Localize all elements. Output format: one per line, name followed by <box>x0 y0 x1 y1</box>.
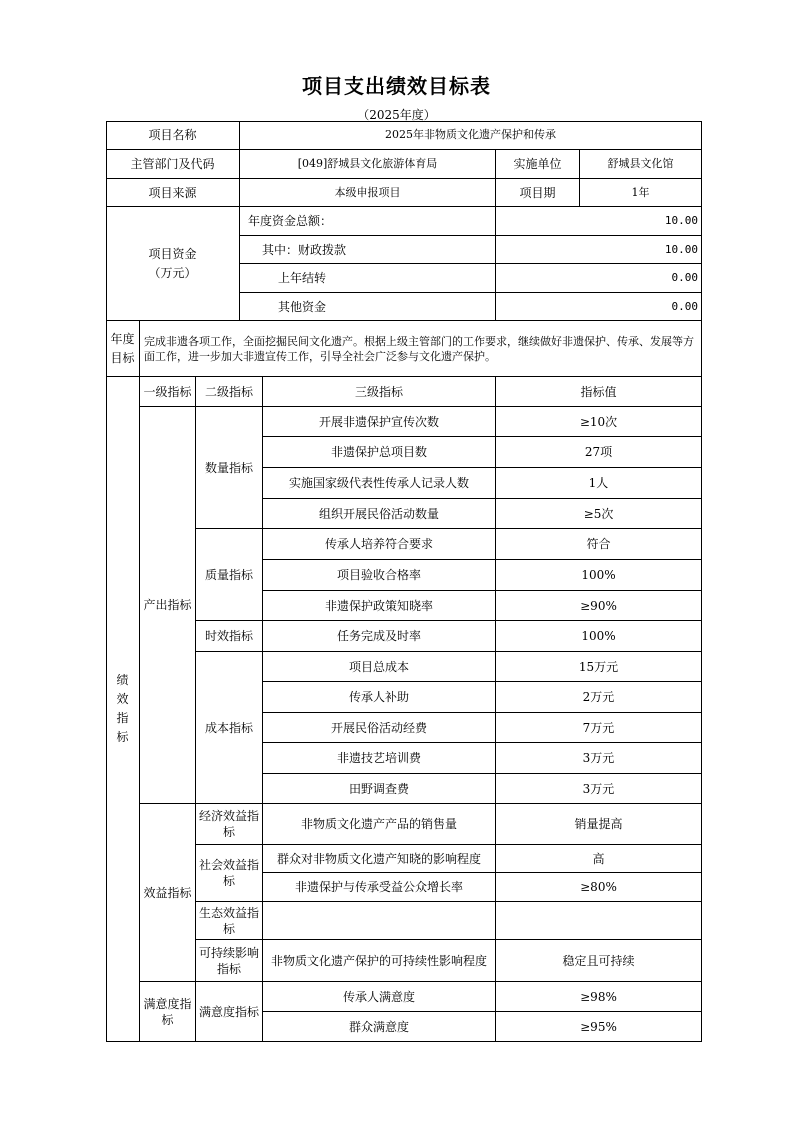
level2-satisfaction: 满意度指标 <box>196 982 263 1042</box>
level2-quantity: 数量指标 <box>196 407 263 529</box>
indicator-cell: 非遗保护总项目数 <box>263 437 496 468</box>
project-name-value: 2025年非物质文化遗产保护和传承 <box>240 121 702 150</box>
value-cell: ≥80% <box>496 873 702 902</box>
header-level3: 三级指标 <box>263 377 496 407</box>
level2-sustainable: 可持续影响指标 <box>196 940 263 982</box>
value-cell: 27项 <box>496 437 702 468</box>
funds-fiscal-label: 其中：财政拨款 <box>240 236 496 264</box>
year-subtitle: （2025年度） <box>357 108 436 122</box>
level1-satisfaction: 满意度指标 <box>140 982 196 1042</box>
annual-goal-label <box>106 321 140 377</box>
funds-fiscal-value: 10.00 <box>496 236 702 264</box>
perf-label-char: 效 <box>116 692 129 706</box>
impl-unit-value: 舒城县文化馆 <box>580 150 702 179</box>
value-cell: 3万元 <box>496 774 702 804</box>
period-label: 项目期 <box>496 179 580 207</box>
funds-carryover-label: 上年结转 <box>240 264 496 293</box>
header-level1: 一级指标 <box>140 377 196 407</box>
indicator-cell: 传承人补助 <box>263 682 496 713</box>
indicator-cell: 群众满意度 <box>263 1012 496 1042</box>
header-level2: 二级指标 <box>196 377 263 407</box>
source-label: 项目来源 <box>106 179 240 207</box>
level2-cost: 成本指标 <box>196 652 263 804</box>
performance-target-table <box>106 121 702 1042</box>
page-title: 项目支出绩效目标表 <box>302 74 491 98</box>
period-value: 1年 <box>580 179 702 207</box>
value-cell: 2万元 <box>496 682 702 713</box>
indicator-cell: 非物质文化遗产保护的可持续性影响程度 <box>263 940 496 982</box>
indicator-cell: 项目总成本 <box>263 652 496 682</box>
value-cell-empty <box>496 902 702 940</box>
indicator-cell: 非遗保护与传承受益公众增长率 <box>263 873 496 902</box>
value-cell: 销量提高 <box>496 804 702 845</box>
value-cell: ≥95% <box>496 1012 702 1042</box>
perf-label-char: 标 <box>116 730 129 744</box>
value-cell: 3万元 <box>496 743 702 774</box>
value-cell: 7万元 <box>496 713 702 743</box>
value-cell: 高 <box>496 845 702 873</box>
indicator-cell: 开展民俗活动经费 <box>263 713 496 743</box>
level2-quality: 质量指标 <box>196 529 263 621</box>
value-cell: 15万元 <box>496 652 702 682</box>
indicator-cell: 群众对非物质文化遗产知晓的影响程度 <box>263 845 496 873</box>
funds-other-label: 其他资金 <box>240 293 496 321</box>
value-cell: 100% <box>496 621 702 652</box>
indicator-cell: 田野调查费 <box>263 774 496 804</box>
funds-unit: （万元） <box>148 265 197 280</box>
level1-output: 产出指标 <box>140 407 196 804</box>
indicator-cell: 非遗技艺培训费 <box>263 743 496 774</box>
indicator-cell: 非遗保护政策知晓率 <box>263 591 496 621</box>
indicator-cell: 组织开展民俗活动数量 <box>263 499 496 529</box>
dept-label: 主管部门及代码 <box>106 150 240 179</box>
dept-value: [049]舒城县文化旅游体育局 <box>240 150 496 179</box>
level2-social: 社会效益指标 <box>196 845 263 902</box>
level2-economic: 经济效益指标 <box>196 804 263 845</box>
funds-total-label: 年度资金总额： <box>240 207 496 236</box>
level1-benefit: 效益指标 <box>140 804 196 982</box>
indicator-cell: 传承人满意度 <box>263 982 496 1012</box>
level2-timeliness: 时效指标 <box>196 621 263 652</box>
funds-total-value: 10.00 <box>496 207 702 236</box>
value-cell: 1人 <box>496 468 702 499</box>
indicator-cell: 项目验收合格率 <box>263 560 496 591</box>
funds-other-value: 0.00 <box>496 293 702 321</box>
header-value: 指标值 <box>496 377 702 407</box>
value-cell: ≥90% <box>496 591 702 621</box>
indicator-cell: 传承人培养符合要求 <box>263 529 496 560</box>
value-cell: 稳定且可持续 <box>496 940 702 982</box>
level2-ecological: 生态效益指标 <box>196 902 263 940</box>
indicator-cell: 任务完成及时率 <box>263 621 496 652</box>
value-cell: 符合 <box>496 529 702 560</box>
indicator-cell-empty <box>263 902 496 940</box>
impl-unit-label: 实施单位 <box>496 150 580 179</box>
annual-goal-text: 完成非遗各项工作，全面挖掘民间文化遗产。根据上级主管部门的工作要求，继续做好非遗保护、传承、发展等方面工作，进一步加大非遗宣传工作，引导全社会广泛参与文化遗产保护。 <box>140 321 702 377</box>
value-cell: ≥98% <box>496 982 702 1012</box>
annual-goal-label-2: 目标 <box>110 350 135 365</box>
value-cell: ≥5次 <box>496 499 702 529</box>
indicator-cell: 非物质文化遗产产品的销售量 <box>263 804 496 845</box>
funds-label: 项目资金 <box>148 246 197 261</box>
source-value: 本级申报项目 <box>240 179 496 207</box>
perf-indicators-label <box>106 377 140 1042</box>
project-name-label: 项目名称 <box>106 121 240 150</box>
perf-label-char: 指 <box>116 711 129 725</box>
value-cell: 100% <box>496 560 702 591</box>
funds-carryover-value: 0.00 <box>496 264 702 293</box>
funds-label-cell <box>106 207 240 321</box>
indicator-cell: 实施国家级代表性传承人记录人数 <box>263 468 496 499</box>
value-cell: ≥10次 <box>496 407 702 437</box>
annual-goal-label-1: 年度 <box>110 331 135 346</box>
indicator-cell: 开展非遗保护宣传次数 <box>263 407 496 437</box>
perf-label-char: 绩 <box>116 673 129 687</box>
